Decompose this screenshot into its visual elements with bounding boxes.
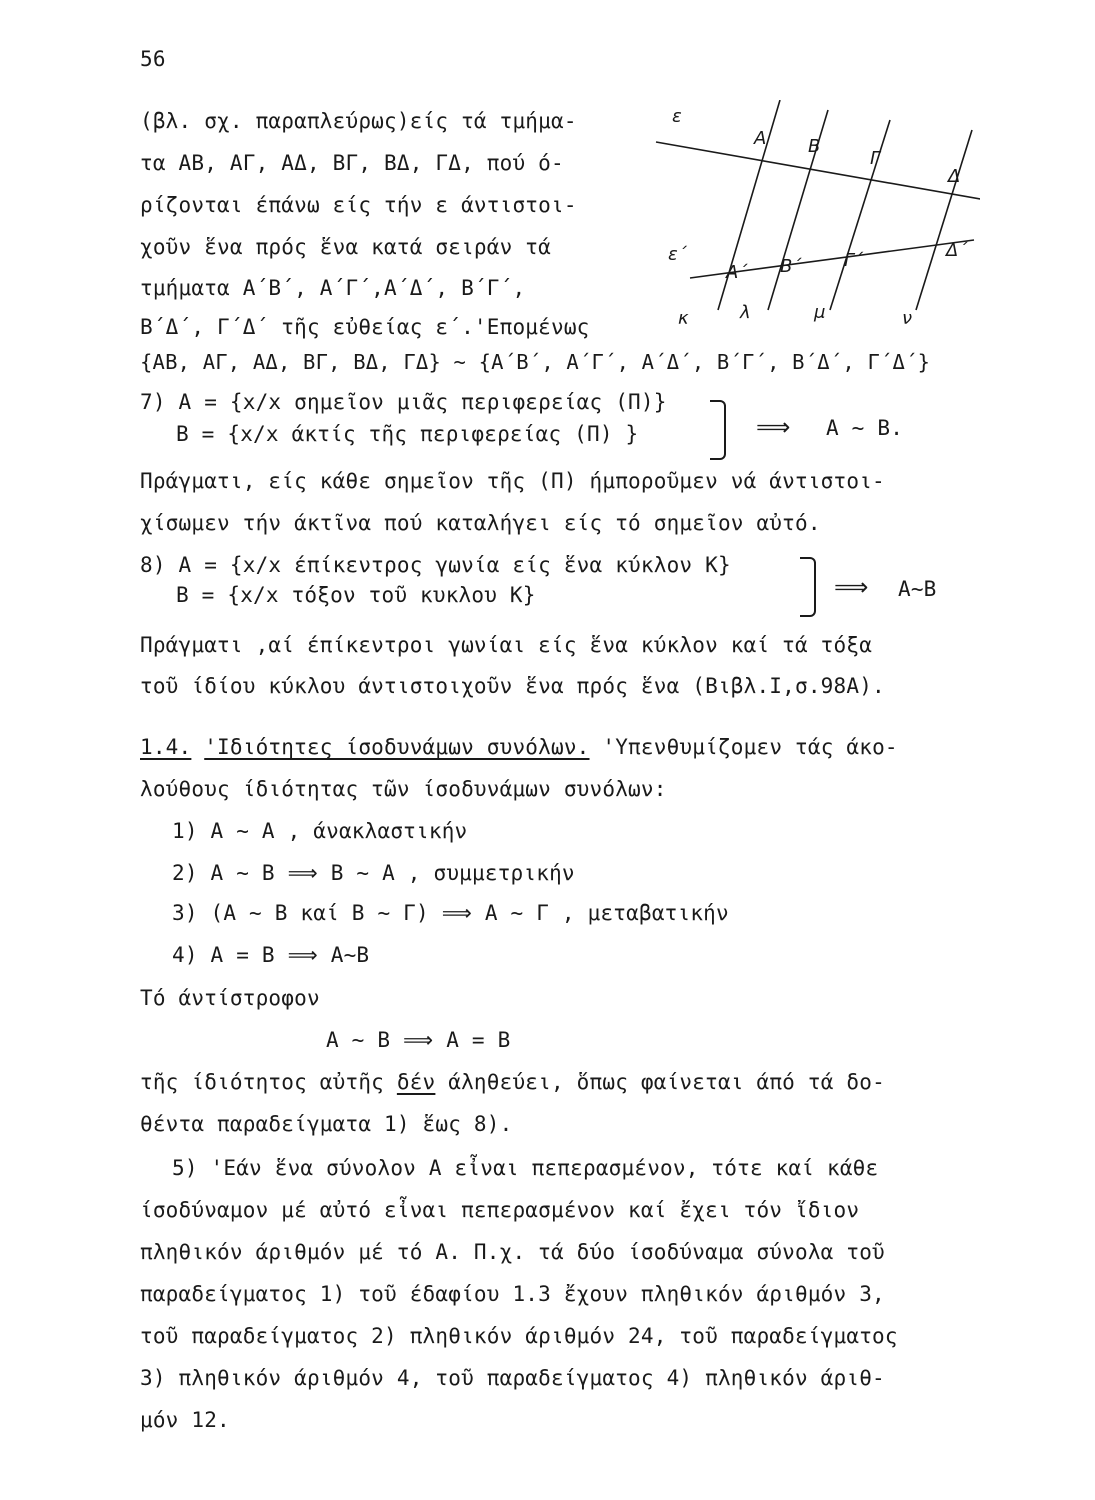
property5-line-4: παραδείγματος 1) τοῦ έδαφίου 1.3 ἔχουν πληθικόν άριθμόν 3,	[140, 1282, 885, 1306]
converse-text-emphasis: δέν	[396, 1070, 436, 1094]
label-e-prime: ε΄	[668, 244, 687, 265]
ex7-proof-line-2: χίσωμεν τήν άκτῖνα πού καταλήγει είς τό σημεῖον αὐτό.	[140, 511, 821, 535]
intro-line-1: (βλ. σχ. παραπλεύρως)είς τά τμήμα-	[140, 109, 577, 133]
label-B-prime: Β΄	[780, 256, 802, 277]
ex7-result: Α ~ Β.	[826, 416, 904, 440]
property5-line-1: 5) 'Εάν ἕνα σύνολον Α εἶναι πεπερασμένον, τότε καί κάθε	[172, 1156, 879, 1180]
property5-line-3: πληθικόν άριθμόν μέ τό Α. Π.χ. τά δύο ίσοδύναμα σύνολα τοῦ	[140, 1240, 885, 1264]
segments-equivalence: {ΑΒ, ΑΓ, ΑΔ, ΒΓ, ΒΔ, ΓΔ} ~ {Α΄Β΄, Α΄Γ΄, Α΄Δ΄, Β΄Γ΄, Β΄Δ΄, Γ΄Δ΄}	[140, 350, 931, 374]
ex7-proof-line-1: Πράγματι, είς κάθε σημεῖον τῆς (Π) ήμποροῦμεν νά άντιστοι-	[140, 469, 885, 493]
section-intro-line-2: λούθους ίδιότητας τῶν ίσοδυνάμων συνόλων:	[140, 777, 667, 801]
section-title: 'Ιδιότητες ίσοδυνάμων συνόλων.	[204, 735, 590, 759]
section-1-4-heading	[140, 732, 898, 762]
label-e: ε	[672, 106, 682, 127]
converse-text-line-2: θέντα παραδείγματα 1) ἕως 8).	[140, 1112, 513, 1136]
label-B: Β	[808, 136, 821, 157]
property5-line-7: μόν 12.	[140, 1408, 230, 1432]
ex8-set-a: 8) Α = {x/x έπίκεντρος γωνία είς ἕνα κύκλον Κ}	[140, 553, 731, 577]
label-n: ν	[902, 308, 913, 329]
ex8-set-b: Β = {x/x τόξον τοῦ κυκλου Κ}	[176, 583, 536, 607]
label-k: κ	[678, 308, 689, 329]
converse-text-a: τῆς ίδιότητος αὐτῆς	[140, 1070, 397, 1094]
property5-line-2: ίσοδύναμον μέ αὐτό εἶναι πεπερασμένον καί ἔχει τόν ἴδιον	[140, 1198, 860, 1222]
intro-line-2: τα ΑΒ, ΑΓ, ΑΔ, ΒΓ, ΒΔ, ΓΔ, πού ό-	[140, 151, 564, 175]
page-number: 56	[140, 47, 166, 71]
parallel-rays-figure	[650, 100, 980, 335]
converse-text-line-1	[140, 1067, 885, 1097]
intro-line-3: ρίζονται έπάνω είς τήν ε άντιστοι-	[140, 193, 577, 217]
intro-line-4: χοῦν ἕνα πρός ἕνα κατά σειράν τά	[140, 235, 551, 259]
ex8-implies-arrow: ⟹	[834, 573, 869, 601]
label-D: Δ	[948, 166, 961, 187]
property5-line-5: τοῦ παραδείγματος 2) πληθικόν άριθμόν 24, τοῦ παραδείγματος	[140, 1324, 898, 1348]
ex8-proof-line-1: Πράγματι ,αί έπίκεντροι γωνίαι είς ἕνα κύκλον καί τά τόξα	[140, 633, 873, 657]
section-intro: 'Υπενθυμίζομεν τάς άκο-	[589, 735, 898, 759]
property-symmetric: 2) Α ~ Β ⟹ Β ~ Α , συμμετρικήν	[172, 861, 575, 885]
ex8-proof-line-2: τοῦ ίδίου κύκλου άντιστοιχοῦν ἕνα πρός ἕνα (Βιβλ.Ι,σ.98Α).	[140, 674, 885, 698]
label-m: μ	[814, 302, 826, 323]
converse-text-b: άληθεύει, ὅπως φαίνεται άπό τά δο-	[435, 1070, 885, 1094]
label-A-prime: Α΄	[726, 262, 748, 283]
label-l: λ	[740, 302, 751, 323]
ex7-set-b: Β = {x/x άκτίς τῆς περιφερείας (Π) }	[176, 422, 639, 446]
label-G: Γ	[870, 148, 881, 169]
ex8-brace	[800, 557, 816, 617]
ex7-implies-arrow: ⟹	[756, 413, 791, 441]
intro-line-6: Β΄Δ΄, Γ΄Δ΄ τῆς εὐθείας ε΄.'Επομένως	[140, 315, 590, 339]
property-transitive: 3) (Α ~ Β καί Β ~ Γ) ⟹ Α ~ Γ , μεταβατικήν	[172, 901, 729, 925]
label-A: Α	[754, 128, 767, 149]
label-G-prime: Γ΄	[844, 250, 864, 271]
ex7-set-a: 7) Α = {x/x σημεῖον μιᾶς περιφερείας (Π)}	[140, 390, 667, 414]
label-D-prime: Δ΄	[946, 240, 968, 261]
converse-formula: Α ~ Β ⟹ Α = Β	[326, 1028, 511, 1052]
intro-line-5: τμήματα Α΄Β΄, Α΄Γ΄,Α΄Δ΄, Β΄Γ΄,	[140, 276, 526, 300]
ray-m	[830, 120, 890, 310]
ray-n	[916, 130, 972, 310]
converse-label: Τό άντίστροφον	[140, 986, 320, 1010]
section-number: 1.4.	[140, 735, 192, 759]
property-equality-implies-equivalence: 4) Α = Β ⟹ Α~Β	[172, 943, 370, 967]
property5-line-6: 3) πληθικόν άριθμόν 4, τοῦ παραδείγματος 4) πληθικόν άριθ-	[140, 1366, 885, 1390]
ex7-brace	[710, 400, 726, 460]
property-reflexive: 1) Α ~ Α , άνακλαστικήν	[172, 819, 468, 843]
ex8-result: Α~Β	[898, 577, 937, 601]
